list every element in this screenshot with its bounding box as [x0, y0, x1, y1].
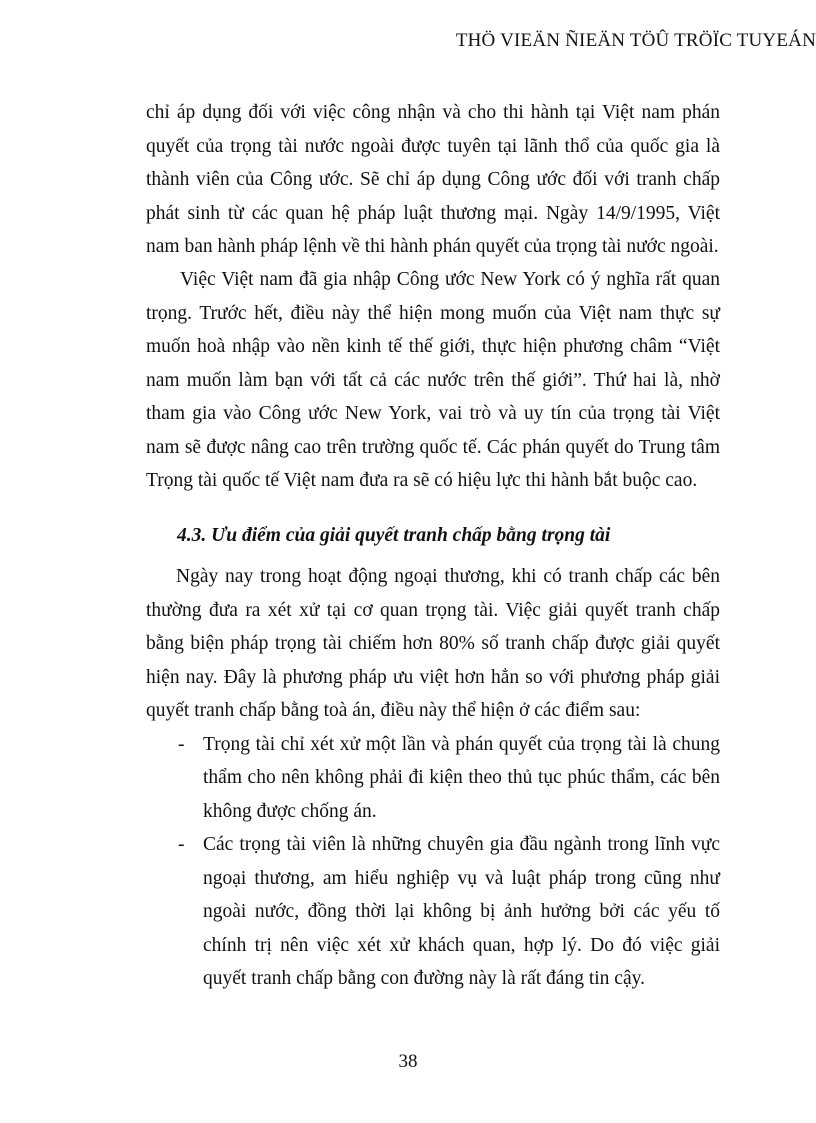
- list-item-text: Trọng tài chỉ xét xử một lần và phán quyết của trọng tài là chung thẩm cho nên không phải đi kiện theo thủ tục phúc thẩm, các bên không được chống án.: [203, 733, 720, 822]
- list-item: [146, 728, 720, 829]
- list-item: [146, 828, 720, 996]
- bullet-marker: -: [178, 733, 185, 755]
- section-heading: 4.3. Ưu điểm của giải quyết tranh chấp bằng trọng tài: [177, 525, 611, 546]
- paragraph-new-york-convention: Việc Việt nam đã gia nhập Công ước New York có ý nghĩa rất quan trọng. Trước hết, điều này thể hiện mong muốn của Việt nam thực sự muốn hoà nhập vào nền kinh tế thế giới, thực hiện phương châm “Việt nam muốn làm bạn với tất cả các nước trên thế giới”. Thứ hai là, nhờ tham gia vào Công ước New York, vai trò và uy tín của trọng tài Việt nam sẽ được nâng cao trên trường quốc tế. Các phán quyết do Trung tâm Trọng tài quốc tế Việt nam đưa ra sẽ có hiệu lực thi hành bắt buộc cao.: [146, 269, 720, 491]
- bullet-marker: -: [178, 834, 185, 855]
- advantages-list: [146, 728, 720, 996]
- list-item-text: Các trọng tài viên là những chuyên gia đầu ngành trong lĩnh vực ngoại thương, am hiểu nghiệp vụ và luật pháp trong cũng như ngoài nước, đồng thời lại không bị ảnh hưởng bởi các yếu tố chính trị nên việc xét xử khách quan, hợp lý. Do đó việc giải quyết tranh chấp bằng con đường này là rất đáng tin cậy.: [203, 834, 720, 989]
- page-number: 38: [398, 1051, 418, 1072]
- arbitration-advantages-section: [146, 560, 720, 996]
- paragraph-advantages-intro: Ngày nay trong hoạt động ngoại thương, khi có tranh chấp các bên thường đưa ra xét xử tại cơ quan trọng tài. Việc giải quyết tranh chấp bằng biện pháp trọng tài chiếm hơn 80% số tranh chấp được giải quyết hiện nay. Đây là phương pháp ưu việt hơn hẳn so với phương pháp giải quyết tranh chấp bằng toà án, điều này thể hiện ở các điểm sau:: [146, 566, 720, 721]
- page-header: THÖ VIEÄN ÑIEÄN TÖÛ TRÖÏC TUYEÁN: [455, 30, 816, 51]
- paragraph-convention-scope: chỉ áp dụng đối với việc công nhận và cho thi hành tại Việt nam phán quyết của trọng tài nước ngoài được tuyên tại lãnh thổ của quốc gia là thành viên của Công ước. Sẽ chỉ áp dụng Công ước đối với tranh chấp phát sinh từ các quan hệ pháp luật thương mại. Ngày 14/9/1995, Việt nam ban hành pháp lệnh về thi hành phán quyết của trọng tài nước ngoài.: [146, 102, 720, 257]
